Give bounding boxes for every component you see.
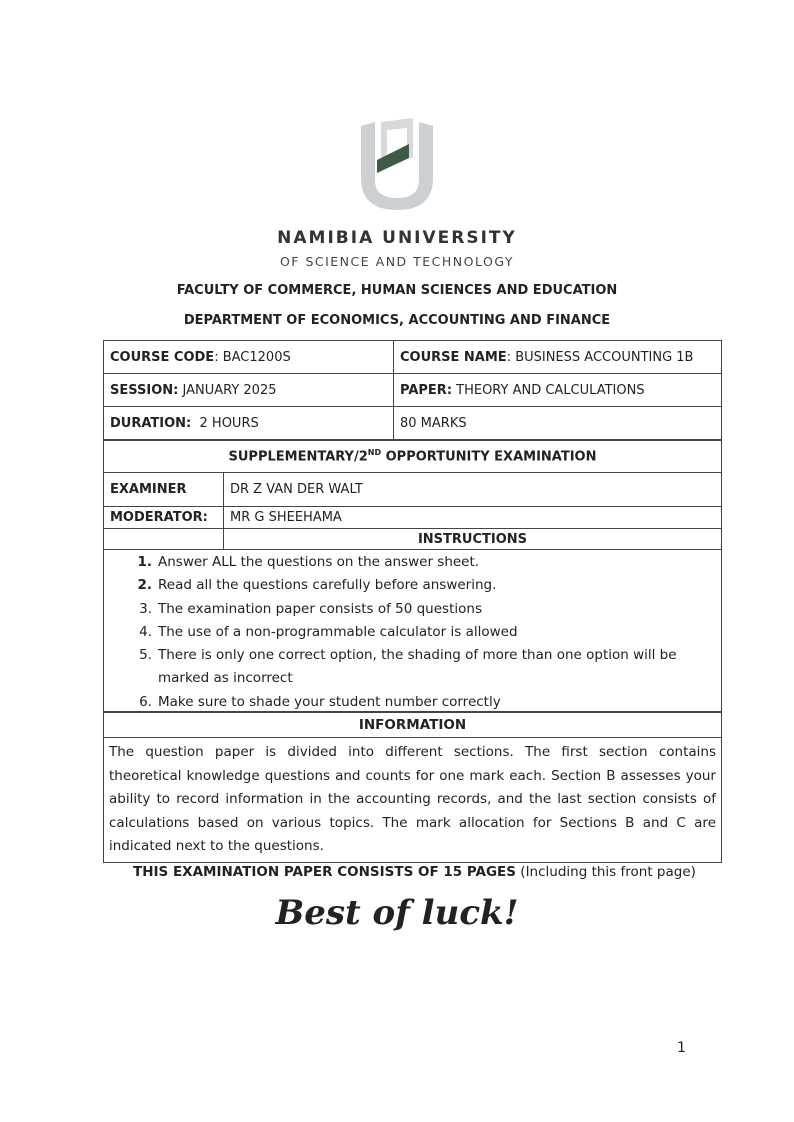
list-item bbox=[104, 691, 721, 714]
page-number: 1 bbox=[677, 1040, 686, 1056]
item-text: The use of a non-programmable calculator is allowed bbox=[158, 623, 518, 640]
session: JANUARY 2025 bbox=[178, 382, 277, 398]
moderator-label: MODERATOR: bbox=[104, 507, 224, 529]
exam-type-text: OPPORTUNITY EXAMINATION bbox=[381, 449, 597, 465]
list-item bbox=[104, 551, 721, 574]
page-count-note bbox=[133, 864, 696, 880]
university-name: NAMIBIA UNIVERSITY bbox=[277, 228, 517, 248]
label: SESSION: bbox=[110, 382, 179, 398]
instructions-heading: INSTRUCTIONS bbox=[224, 529, 722, 550]
item-text-continued: marked as incorrect bbox=[158, 670, 293, 687]
moderator-name: MR G SHEEHAMA bbox=[224, 507, 722, 529]
item-number: 3. bbox=[139, 600, 152, 617]
exam-type-sup: ND bbox=[367, 448, 382, 458]
course-name: : BUSINESS ACCOUNTING 1B bbox=[506, 349, 694, 365]
university-subtitle: OF SCIENCE AND TECHNOLOGY bbox=[279, 254, 515, 269]
course-details-table bbox=[103, 340, 722, 440]
item-number: 5. bbox=[139, 647, 152, 664]
page-count-rest: (Including this front page) bbox=[516, 864, 696, 880]
course-code: : BAC1200S bbox=[214, 349, 291, 365]
closing-message: Best of luck! bbox=[275, 893, 519, 933]
information-text: The question paper is divided into different sections. The first section contains theoretical knowledge questions and counts for one mark each. Section B assesses your ability to record information in the accounting records, and the last section consists of calculations based on various topics. The mark allocation for Sections B and C are indicated next to the questions. bbox=[103, 738, 722, 863]
item-text: There is only one correct option, the shading of more than one option will be bbox=[158, 647, 677, 664]
examiner-name: DR Z VAN DER WALT bbox=[224, 473, 722, 507]
item-number: 2. bbox=[137, 577, 152, 594]
instructions-list bbox=[103, 549, 722, 712]
exam-staff-table bbox=[103, 440, 722, 550]
item-text: Read all the questions carefully before answering. bbox=[158, 577, 497, 594]
item-text: Make sure to shade your student number correctly bbox=[158, 693, 501, 710]
course-name-cell bbox=[394, 341, 722, 374]
label: DURATION: bbox=[110, 415, 192, 431]
item-number: 4. bbox=[139, 623, 152, 640]
session-cell bbox=[104, 374, 394, 407]
label: PAPER: bbox=[400, 382, 453, 398]
duration: 2 HOURS bbox=[191, 415, 259, 431]
exam-type bbox=[104, 441, 722, 473]
duration-cell bbox=[104, 407, 394, 440]
item-number: 6. bbox=[139, 693, 152, 710]
page-count-bold: THIS EXAMINATION PAPER CONSISTS OF 15 PAGES bbox=[133, 864, 517, 880]
list-item bbox=[104, 598, 721, 621]
paper: THEORY AND CALCULATIONS bbox=[452, 382, 645, 398]
marks-cell bbox=[394, 407, 722, 440]
item-text: The examination paper consists of 50 questions bbox=[158, 600, 482, 617]
label: COURSE NAME bbox=[400, 349, 507, 365]
list-item bbox=[104, 574, 721, 597]
list-item bbox=[104, 644, 721, 667]
course-code-cell bbox=[104, 341, 394, 374]
paper-cell bbox=[394, 374, 722, 407]
examiner-label: EXAMINER bbox=[104, 473, 224, 507]
marks: 80 MARKS bbox=[400, 415, 467, 431]
faculty-heading: FACULTY OF COMMERCE, HUMAN SCIENCES AND EDUCATION bbox=[176, 283, 618, 298]
item-number: 1. bbox=[137, 554, 152, 570]
exam-type-text: SUPPLEMENTARY/2 bbox=[228, 449, 368, 465]
university-logo bbox=[357, 118, 437, 217]
label: COURSE CODE bbox=[110, 349, 215, 365]
department-heading: DEPARTMENT OF ECONOMICS, ACCOUNTING AND FINANCE bbox=[183, 313, 611, 328]
information-heading: INFORMATION bbox=[103, 712, 722, 738]
item-text: Answer ALL the questions on the answer sheet. bbox=[158, 554, 480, 570]
list-item bbox=[104, 621, 721, 644]
